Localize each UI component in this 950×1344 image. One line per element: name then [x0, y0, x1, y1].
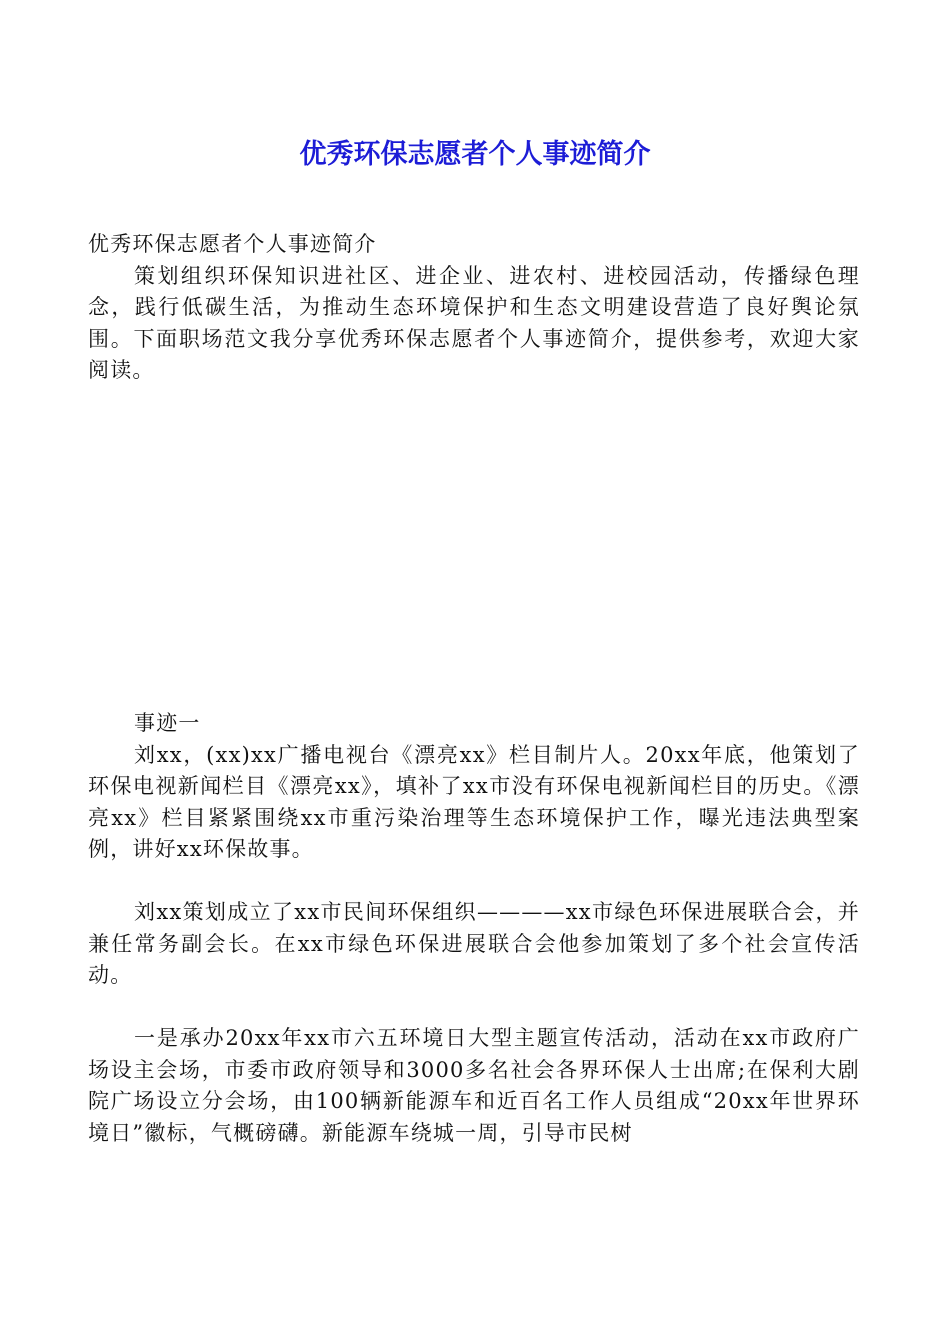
story-paragraph-1: 刘xx，(xx)xx广播电视台《漂亮xx》栏目制片人。20xx年底，他策划了环保电视新闻栏目《漂亮xx》，填补了xx市没有环保电视新闻栏目的历史。《漂亮xx》栏目紧紧围绕xx市重污染治理等生态环境保护工作，曝光违法典型案例，讲好xx环保故事。	[88, 742, 860, 861]
story-paragraph-3: 一是承办20xx年xx市六五环境日大型主题宣传活动，活动在xx市政府广场设主会场，市委市政府领导和3000多名社会各界环保人士出席;在保利大剧院广场设立分会场，由100辆新能源车和近百名工作人员组成“20xx年世界环境日”徽标，气概磅礴。新能源车绕城一周，引导市民树	[88, 1026, 860, 1145]
document-subtitle: 优秀环保志愿者个人事迹简介	[88, 232, 377, 256]
document-title: 优秀环保志愿者个人事迹简介	[299, 139, 651, 170]
intro-section	[88, 229, 860, 387]
intro-paragraph: 策划组织环保知识进社区、进企业、进农村、进校园活动，传播绿色理念，践行低碳生活，为推动生态环境保护和生态文明建设营造了良好舆论氛围。下面职场范文我分享优秀环保志愿者个人事迹简介，提供参考，欢迎大家阅读。	[88, 263, 860, 382]
story-one-section	[88, 708, 860, 1149]
story-paragraph-2: 刘xx策划成立了xx市民间环保组织————xx市绿色环保进展联合会，并兼任常务副会长。在xx市绿色环保进展联合会他参加策划了多个社会宣传活动。	[88, 900, 860, 987]
section-heading: 事迹一	[134, 711, 201, 735]
